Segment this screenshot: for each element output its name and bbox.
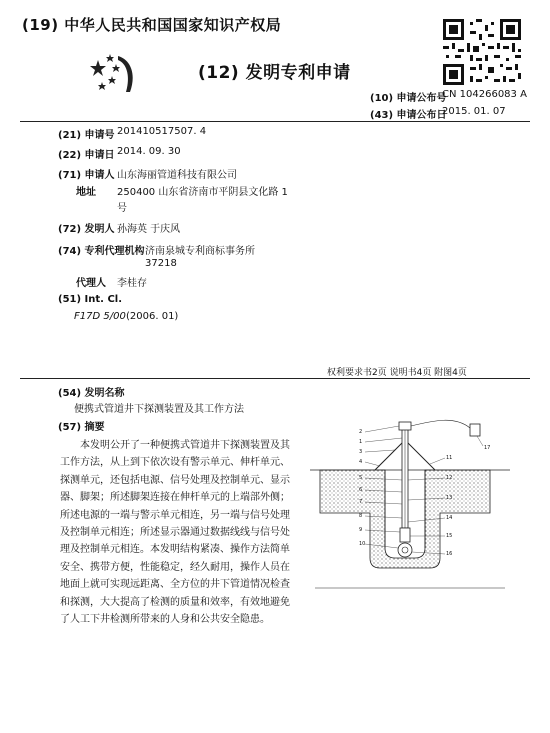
invention-title-label: (54) 发明名称 (58, 388, 125, 399)
address-label: 地址 (76, 187, 96, 198)
patent-agency-label: (74) 专利代理机构 (58, 246, 145, 257)
figure-reference-numeral: 6 (359, 487, 363, 493)
inventor-names: 孙海英 于庆风 (117, 224, 181, 235)
ipc-code: F17D 5/00 (74, 311, 126, 322)
figure-reference-numeral: 12 (446, 475, 453, 481)
figure-reference-numeral: 14 (446, 515, 453, 521)
qr-code-icon (443, 18, 521, 86)
agent-name: 李桂存 (117, 278, 147, 289)
document-type: (12) 发明专利申请 (198, 63, 351, 83)
figure-reference-numeral: 5 (359, 475, 363, 481)
page-counts: 权利要求书2页 说明书4页 附图4页 (327, 368, 467, 378)
figure-reference-numeral: 2 (359, 429, 363, 435)
patent-agency-code: 37218 (145, 258, 177, 269)
application-number: 201410517507. 4 (117, 126, 207, 137)
figure-reference-numeral: 1 (359, 439, 363, 445)
applicant-label: (71) 申请人 (58, 170, 115, 181)
publication-number: CN 104266083 A (442, 89, 527, 100)
address-line-1: 250400 山东省济南市平阴县文化路 1 (117, 187, 288, 198)
figure-reference-numeral: 9 (359, 527, 363, 533)
section-divider (20, 378, 530, 379)
figure-reference-numeral: 16 (446, 551, 453, 557)
patent-agency: 济南泉城专利商标事务所 (145, 246, 255, 257)
figure-reference-numeral: 13 (446, 495, 453, 501)
publication-date-label: (43) 申请公布日 (370, 110, 447, 121)
publication-date: 2015. 01. 07 (442, 106, 506, 117)
figure-reference-numeral: 7 (359, 499, 363, 505)
applicant-name: 山东海丽管道科技有限公司 (117, 170, 237, 181)
filing-date: 2014. 09. 30 (117, 146, 181, 157)
agent-label: 代理人 (76, 278, 106, 289)
invention-title: 便携式管道井下探测装置及其工作方法 (74, 404, 244, 415)
application-number-label: (21) 申请号 (58, 130, 115, 141)
figure-reference-numeral: 11 (446, 455, 453, 461)
filing-date-label: (22) 申请日 (58, 150, 115, 161)
abstract-label: (57) 摘要 (58, 422, 105, 433)
inventor-label: (72) 发明人 (58, 224, 115, 235)
cnipa-emblem (84, 52, 144, 96)
abstract-text: 本发明公开了一种便携式管道井下探测装置及其工作方法，从上到下依次设有警示单元、伸杆单元、探测单元，还包括电源、信号处理及控制单元、显示器、脚架；所述脚架连接在伸杆单元的上端部外侧；所述电源的一端与警示单元相连，另一端与信号处理及控制单元相连；所述显示器通过数据线线与信号处理及控制单元相连。本发明结构紧凑、操作方法简单安全、携带方便，性能稳定，经久耐用，操作人员在地面上就可实现远距离、全方位的井下管道情况检查和探测，大大提高了检测的质量和效率，有效地避免了人工下井检测所带来的人身和公共安全隐患。 (60, 440, 290, 626)
device-drawing (305, 418, 515, 598)
figure-reference-numeral: 17 (484, 445, 491, 451)
int-cl-label: (51) Int. Cl. (58, 294, 123, 305)
ipc-year: (2006. 01) (126, 311, 179, 322)
office-name: (19) 中华人民共和国国家知识产权局 (22, 16, 282, 34)
address-line-2: 号 (117, 203, 127, 214)
header-divider (20, 121, 530, 122)
figure-reference-numeral: 3 (359, 449, 363, 455)
figure-reference-numeral: 15 (446, 533, 453, 539)
figure-reference-numeral: 4 (359, 459, 363, 465)
publication-number-label: (10) 申请公布号 (370, 93, 447, 104)
figure-reference-numeral: 8 (359, 513, 363, 519)
figure-reference-numeral: 10 (359, 541, 366, 547)
